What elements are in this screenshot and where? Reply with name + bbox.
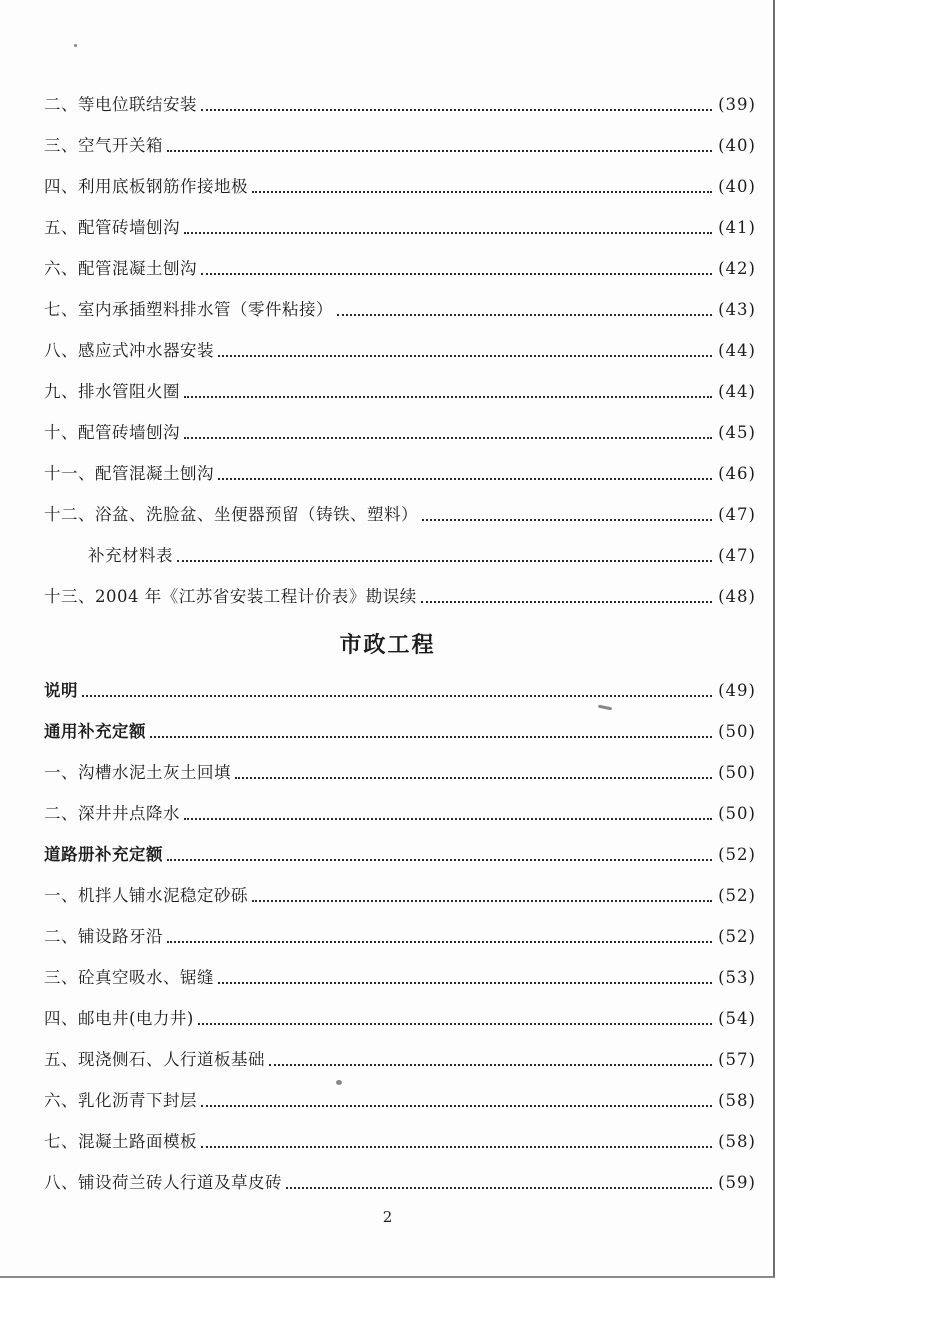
toc-entry-title: 道路册补充定额 (44, 845, 163, 864)
toc-entry-page: (57) (718, 1050, 756, 1069)
toc-entry-page: (40) (718, 136, 756, 155)
toc-entry[interactable] (44, 174, 756, 200)
toc-entry[interactable] (44, 965, 756, 991)
dot-leader (218, 478, 712, 480)
toc-entry-title: 九、排水管阻火圈 (44, 382, 180, 401)
toc-entry[interactable] (44, 719, 756, 745)
dot-leader (201, 1146, 712, 1148)
toc-entry-page: (50) (718, 763, 756, 782)
dot-leader (198, 1023, 712, 1025)
toc-entry-title: 十二、浴盆、洗脸盆、坐便器预留（铸铁、塑料） (44, 505, 418, 524)
dot-leader (201, 109, 712, 111)
dot-leader (82, 695, 712, 697)
toc-entry-page: (47) (718, 505, 756, 524)
toc-entry-title: 二、深井井点降水 (44, 804, 180, 823)
toc-entry[interactable] (44, 842, 756, 868)
toc-entry-page: (52) (718, 927, 756, 946)
toc-entry-page: (54) (718, 1009, 756, 1028)
toc-entry[interactable] (44, 1006, 756, 1032)
toc-entry-title: 六、配管混凝土刨沟 (44, 259, 197, 278)
toc-entry-page: (39) (718, 95, 756, 114)
toc-entry[interactable] (44, 1047, 756, 1073)
toc-entry[interactable] (44, 338, 756, 364)
dot-leader (150, 736, 712, 738)
toc-entry-page: (42) (718, 259, 756, 278)
toc-entry-title: 说明 (44, 681, 78, 700)
toc-entry-page: (52) (718, 886, 756, 905)
dot-leader (286, 1187, 712, 1189)
dot-leader (218, 355, 712, 357)
toc-entry-title: 五、现浇侧石、人行道板基础 (44, 1050, 265, 1069)
toc-entry-page: (45) (718, 423, 756, 442)
toc-entry[interactable] (44, 678, 756, 704)
toc-entry-page: (43) (718, 300, 756, 319)
dot-leader (422, 519, 712, 521)
dot-leader (252, 900, 712, 902)
toc-entry[interactable] (44, 584, 756, 610)
page-number: 2 (382, 1208, 393, 1226)
toc-entry-title: 四、利用底板钢筋作接地极 (44, 177, 248, 196)
toc-entry-title: 十一、配管混凝土刨沟 (44, 464, 214, 483)
toc-entry-title: 一、沟槽水泥土灰土回填 (44, 763, 231, 782)
dot-leader (184, 396, 712, 398)
toc-entry-page: (44) (718, 341, 756, 360)
toc-entry-page: (50) (718, 804, 756, 823)
toc-entry[interactable] (44, 1170, 756, 1196)
toc-entry[interactable] (44, 215, 756, 241)
scan-speck (336, 1080, 342, 1085)
toc-entry-title: 二、等电位联结安装 (44, 95, 197, 114)
toc-entry[interactable] (44, 924, 756, 950)
dot-leader (177, 560, 712, 562)
toc-entry-page: (47) (718, 546, 756, 565)
toc-entry[interactable] (44, 420, 756, 446)
dot-leader (235, 777, 712, 779)
toc-entry[interactable] (44, 883, 756, 909)
toc-entry-page: (50) (718, 722, 756, 741)
dot-leader (184, 437, 712, 439)
toc-entry[interactable] (44, 379, 756, 405)
toc-entry-title: 补充材料表 (88, 546, 173, 565)
dot-leader (201, 1105, 712, 1107)
toc-entry-page: (59) (718, 1173, 756, 1192)
dot-leader (201, 273, 712, 275)
toc-entry-title: 一、机拌人铺水泥稳定砂砾 (44, 886, 248, 905)
toc-entry[interactable] (44, 92, 756, 118)
dot-leader (184, 232, 712, 234)
toc-entry-page: (58) (718, 1091, 756, 1110)
toc-entry[interactable] (44, 760, 756, 786)
toc-entry-title: 八、铺设荷兰砖人行道及草皮砖 (44, 1173, 282, 1192)
toc-entry-page: (53) (718, 968, 756, 987)
toc-entry-title: 通用补充定额 (44, 722, 146, 741)
toc-entry-title: 三、砼真空吸水、锯缝 (44, 968, 214, 987)
toc-entry-title: 三、空气开关箱 (44, 136, 163, 155)
toc-entry-page: (44) (718, 382, 756, 401)
toc-entry[interactable] (44, 461, 756, 487)
dot-leader (218, 982, 712, 984)
toc-entry-title: 四、邮电井(电力井) (44, 1009, 194, 1028)
dot-leader (252, 191, 712, 193)
toc-entry[interactable] (44, 1129, 756, 1155)
toc-entry[interactable] (44, 297, 756, 323)
toc-entry[interactable] (44, 256, 756, 282)
toc-entry-title: 八、感应式冲水器安装 (44, 341, 214, 360)
dot-leader (167, 941, 712, 943)
scan-speck (74, 44, 77, 47)
section-heading: 市政工程 (339, 633, 436, 658)
toc-entry-title: 七、混凝土路面模板 (44, 1132, 197, 1151)
toc-entry[interactable] (88, 543, 756, 569)
dot-leader (269, 1064, 712, 1066)
toc-entry-page: (52) (718, 845, 756, 864)
dot-leader (337, 314, 712, 316)
toc-entry-page: (41) (718, 218, 756, 237)
toc-entry-title: 二、铺设路牙沿 (44, 927, 163, 946)
toc-entry[interactable] (44, 1088, 756, 1114)
toc-entry[interactable] (44, 502, 756, 528)
toc-entry-page: (48) (718, 587, 756, 606)
toc-entry-page: (46) (718, 464, 756, 483)
toc-entry-page: (49) (718, 681, 756, 700)
scan-speck (598, 705, 612, 711)
dot-leader (167, 859, 712, 861)
toc-entry-title: 六、乳化沥青下封层 (44, 1091, 197, 1110)
dot-leader (421, 601, 712, 603)
toc-entry[interactable] (44, 801, 756, 827)
toc-entry-page: (40) (718, 177, 756, 196)
toc-entry-title: 十三、2004 年《江苏省安装工程计价表》勘误续 (44, 587, 417, 606)
toc-entry-title: 十、配管砖墙刨沟 (44, 423, 180, 442)
toc-entry-page: (58) (718, 1132, 756, 1151)
toc-entry[interactable] (44, 133, 756, 159)
toc-entry-title: 五、配管砖墙刨沟 (44, 218, 180, 237)
dot-leader (184, 818, 712, 820)
dot-leader (167, 150, 712, 152)
toc-entry-title: 七、室内承插塑料排水管（零件粘接） (44, 300, 333, 319)
